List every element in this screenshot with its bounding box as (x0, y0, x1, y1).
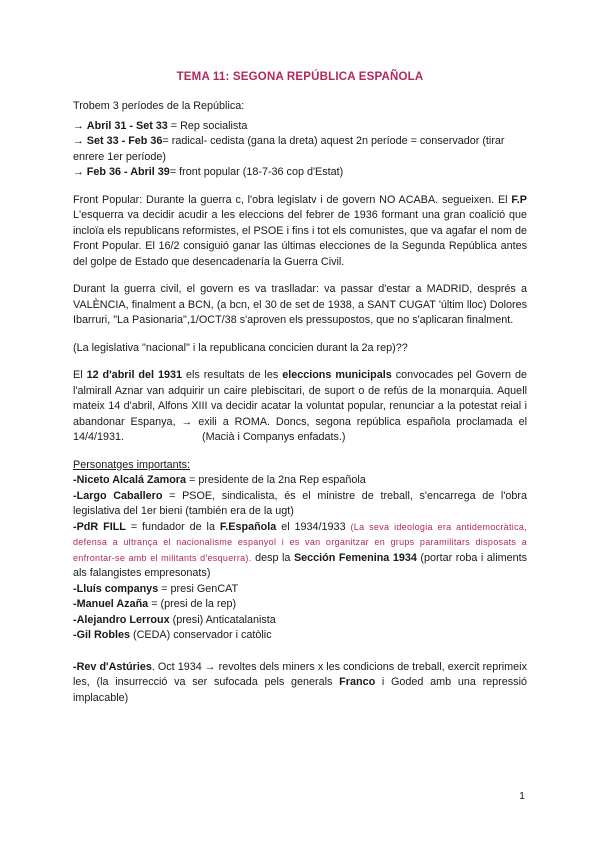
govern-paragraph: Durant la guerra civil, el govern es va traslladar: va passar d'estar a MADRID, després a VALÈNCIA, finalment a BCN, (a bcn, el 30 de set de 1938, a SANT CUGAT 'últim lloc) Dolores Ibarruri, "La Pasionaria",1/OCT/38 s'aproven els pressupostos, que no s'aplicaran finalment. (73, 283, 527, 326)
period-3: → Feb 36 - Abril 39= front popular (18-7-36 cop d'Estat) (73, 166, 344, 178)
person-largo: -Largo Caballero = PSOE, sindicalista, és el ministre de treball, s'encarrega de l'obra legislativa del 1er bieni (también era de la ugt) (73, 489, 527, 517)
document-body (73, 99, 527, 706)
falange-ideology-note: (La seva ideologia era antidemocràtica, defensa a ultrança el nacionalisme espanyol i es van organitzar en grups paramilitars disposats a enfrontar-se amb el militants d'esquerra). (73, 521, 527, 563)
period-2: → Set 33 - Feb 36= radical- cedista (gana la dreta) aquest 2n període = conservador (tirar enrere 1er període) (73, 135, 505, 163)
page-title: TEMA 11: SEGONA REPÚBLICA ESPAÑOLA (176, 71, 424, 83)
page-number: 1 (519, 790, 525, 802)
person-manuel: -Manuel Azaña = (presi de la rep) (73, 598, 237, 610)
legislativa-question: (La legislativa "nacional" i la republicana concicien durant la 2a rep)?? (73, 341, 408, 354)
person-niceto: -Niceto Alcalá Zamora = presidente de la 2na Rep española (73, 474, 366, 486)
person-lluis: -Lluís companys = presi GenCAT (73, 582, 239, 595)
macia-companys-note: (Macià i Companys enfadats.) (202, 431, 346, 443)
person-alejandro: -Alejandro Lerroux (presi) Anticatalanista (73, 613, 276, 626)
personatges-heading: Personatges importants: (73, 458, 191, 471)
person-gil: -Gil Robles (CEDA) conservador i catòlic (73, 629, 272, 641)
asturies-paragraph: -Rev d'Astúries. Oct 1934 → revoltes dels miners x les condicions de treball, exercit reprimeix les, (la insurrecció va ser sufocada pels generals Franco i Goded amb una repressió implacable) (73, 660, 527, 704)
front-popular-paragraph: Front Popular: Durante la guerra c, l'obra legislatv i de govern NO ACABA. segueixen. El F.P L'esquerra va decidir acudir a les eleccions del febrer de 1936 formant una gran coalició que incloïa els republicans reformistes, el PSOE i fins i tot els comunistes, que va agafar el nom de Front Popular. El 16/2 consiguió ganar las últimas elecciones de la Segunda República antes del golpe de Estado que desencadenaría la Guerra Civil. (73, 193, 527, 268)
abril-1931-paragraph: El 12 d'abril del 1931 els resultats de les eleccions municipals convocades pel Govern de l'almirall Aznar van adquirir un caire plebiscitari, de suport o de refús de la monarquia. Aquell mateix 14 d'abril, Alfons XIII va decidir acatar la voluntat popular, renunciar a la potestat reial i abandonar Espanya, → exili a ROMA. Doncs, segona república española proclamada el 14/4/1931. (Macià i Companys enfadats.) (73, 369, 527, 443)
periods-intro: Trobem 3 períodes de la República: (73, 100, 245, 112)
period-1: → Abril 31 - Set 33 = Rep socialista (73, 119, 248, 132)
person-pdr: -PdR FILL = fundador de la F.Española el 1934/1933 (La seva ideologia era antidemocràtica, defensa a ultrança el nacionalisme espanyol i es van organitzar en grups paramilitars disposats a enfrontar-se amb el militants d'esquerra). desp la Sección Femenina 1934 (portar roba i aliments als falangistes empresonats) (73, 520, 528, 579)
